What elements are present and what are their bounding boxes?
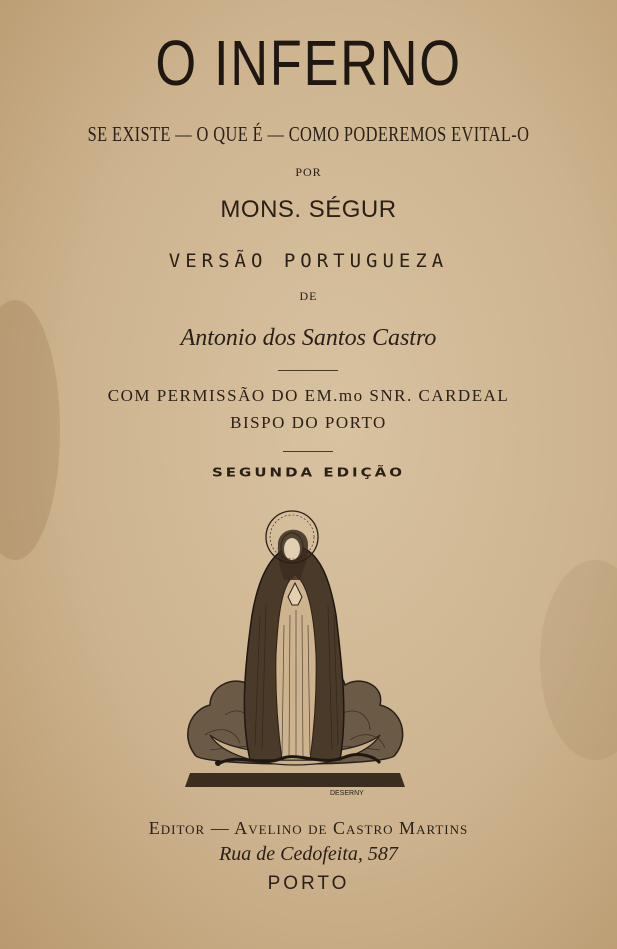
permission-line: COM PERMISSÃO DO EM.mo SNR. CARDEAL <box>107 386 510 405</box>
of-label: DE <box>299 289 318 303</box>
edition-label: SEGUNDA EDIÇÃO <box>211 464 406 480</box>
publisher-city: PORTO <box>267 873 350 894</box>
madonna-engraving <box>180 505 410 795</box>
book-title: O INFERNO <box>155 27 462 99</box>
translator-name: Antonio dos Santos Castro <box>180 325 437 351</box>
paper-stain <box>540 560 617 760</box>
by-label: POR <box>295 165 322 179</box>
author-name: MONS. SÉGUR <box>220 196 397 223</box>
divider-rule <box>283 451 333 452</box>
book-subtitle: SE EXISTE — O QUE É — COMO PODEREMOS EVITAL-O <box>87 122 530 146</box>
engraving-signature: DESERNY <box>330 790 364 795</box>
version-label: VERSÃO PORTUGUEZA <box>168 250 449 272</box>
bishop-line: BISPO DO PORTO <box>230 413 387 432</box>
divider-rule <box>278 370 338 371</box>
publisher-line: Editor — Avelino de Castro Martins <box>148 818 469 838</box>
publisher-address: Rua de Cedofeita, 587 <box>219 843 398 865</box>
